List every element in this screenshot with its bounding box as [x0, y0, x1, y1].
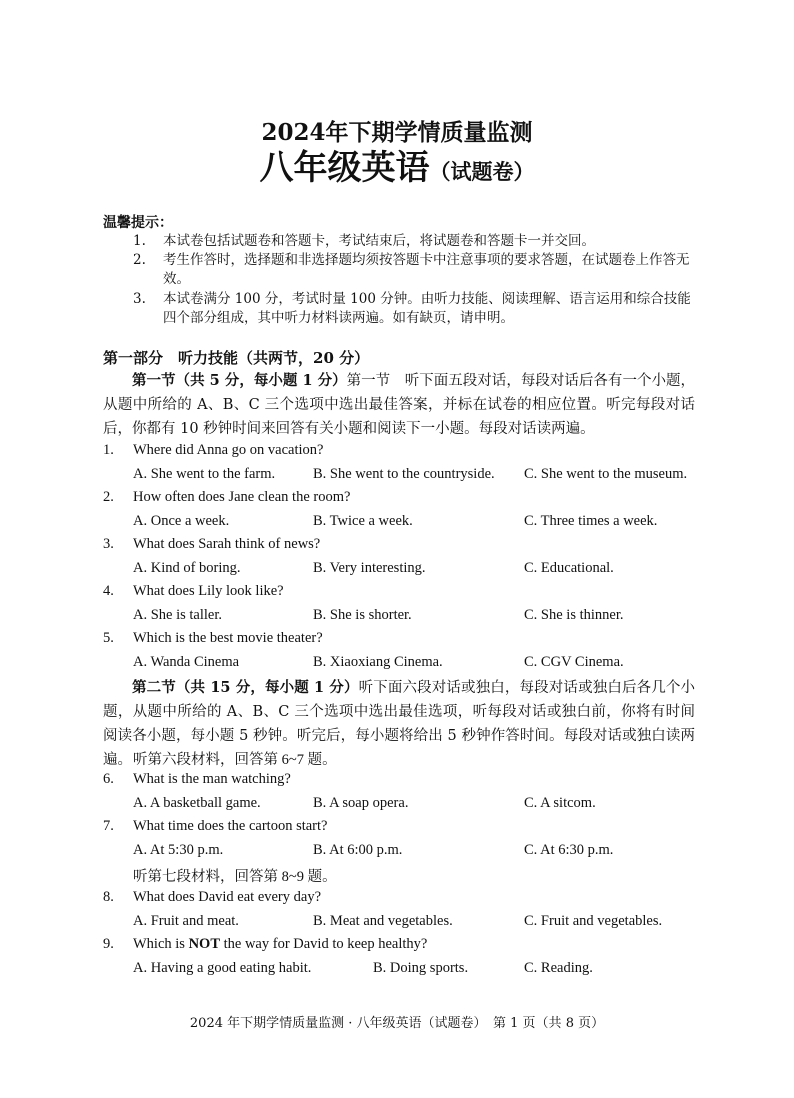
listen-instruction: 听第七段材料，回答第 8~9 题。 [133, 869, 337, 885]
question-number: 9. [103, 936, 114, 952]
option-c: C. She is thinner. [524, 607, 624, 623]
option-b: B. She went to the countryside. [313, 466, 495, 482]
option-b: B. She is shorter. [313, 607, 412, 623]
question-number: 2. [103, 489, 114, 505]
question-number: 6. [103, 771, 114, 787]
tip-item [133, 290, 695, 328]
question-text: What does David eat every day? [133, 889, 322, 905]
option-c: C. At 6:30 p.m. [524, 842, 614, 858]
option-c: C. CGV Cinema. [524, 654, 624, 670]
question-text: What is the man watching? [133, 771, 291, 787]
part-heading: 第一部分 听力技能（共两节，20 分） [103, 349, 370, 367]
question-text: What time does the cartoon start? [133, 818, 328, 834]
subject-note: （试题卷） [429, 159, 535, 184]
question-number: 1. [103, 442, 114, 458]
tip-item [133, 251, 695, 289]
question-text: What does Lily look like? [133, 583, 284, 599]
tip-text: 考生作答时，选择题和非选择题均须按答题卡中注意事项的要求答题，在试题卷上作答无效。 [163, 252, 690, 287]
subject-name: 八年级英语 [259, 148, 430, 188]
option-a: A. A basketball game. [133, 795, 261, 811]
option-c: C. A sitcom. [524, 795, 596, 811]
question-number: 3. [103, 536, 114, 552]
question-text [133, 936, 427, 953]
tip-number: 3. [133, 291, 146, 307]
option-b: B. Doing sports. [373, 960, 469, 976]
option-b: B. Xiaoxiang Cinema. [313, 654, 443, 670]
option-a: A. Wanda Cinema [133, 654, 240, 670]
tip-item [133, 232, 695, 251]
question-number: 7. [103, 818, 114, 834]
option-a: A. Once a week. [133, 513, 230, 529]
option-a: A. She went to the farm. [133, 466, 276, 482]
tip-text: 本试卷包括试题卷和答题卡，考试结束后，将试题卷和答题卡一并交回。 [163, 233, 595, 249]
question-text: Where did Anna go on vacation? [133, 442, 324, 458]
option-c: C. She went to the museum. [524, 466, 688, 482]
tip-number: 1. [133, 233, 146, 249]
question-number: 4. [103, 583, 114, 599]
option-a: A. She is taller. [133, 607, 223, 623]
exam-title: 2024年下期学情质量监测 [261, 119, 533, 146]
tip-number: 2. [133, 252, 146, 268]
option-b: B. Twice a week. [313, 513, 413, 529]
listen-instruction: 听第六段材料，回答第 6~7 题。 [133, 752, 337, 768]
question-emphasis: NOT [188, 936, 220, 952]
option-a: A. Kind of boring. [133, 560, 241, 576]
question-text: What does Sarah think of news? [133, 536, 321, 552]
option-b: B. Very interesting. [313, 560, 426, 576]
tip-text: 本试卷满分 100 分，考试时量 100 分钟。由听力技能、阅读理解、语言运用和综合技能四个部分组成，其中听力材料读两遍。如有缺页，请申明。 [163, 291, 691, 326]
page-footer: 2024 年下期学情质量监测 · 八年级英语（试题卷） 第 1 页（共 8 页） [189, 1016, 605, 1031]
option-c: C. Three times a week. [524, 513, 658, 529]
option-b: B. At 6:00 p.m. [313, 842, 403, 858]
question-text: How often does Jane clean the room? [133, 489, 351, 505]
section1-text: 第一节 听下面五段对话，每段对话后各有一个小题，从题中所给的 A、B、C 三个选项中选出最佳答案，并标在试卷的相应位置。听完每段对话后，你都有 10 秒钟时间来回答有关小题和阅读下一小题。每段对话读两遍。 [103, 373, 696, 437]
question-number: 5. [103, 630, 114, 646]
section1-instructions [103, 369, 695, 441]
tips-label: 温馨提示： [103, 215, 173, 231]
question-text: Which is the best movie theater? [133, 630, 323, 646]
option-b: B. Meat and vegetables. [313, 913, 453, 929]
section2-heading: 第二节（共 15 分，每小题 1 分） [132, 679, 359, 696]
option-c: C. Fruit and vegetables. [524, 913, 663, 929]
section2-text: 听下面六段对话或独白，每段对话或独白后各几个小题，从题中所给的 A、B、C 三个选项中选出最佳选项，听每段对话或独白前，你将有时间阅读各小题，每小题 5 秒钟。听完后，每小题将给出 5 秒钟作答时间。每段对话或独白读两遍。 [103, 680, 695, 768]
option-a: A. At 5:30 p.m. [133, 842, 224, 858]
option-b: B. A soap opera. [313, 795, 409, 811]
subject-title [0, 148, 794, 192]
option-a: A. Fruit and meat. [133, 913, 239, 929]
option-c: C. Educational. [524, 560, 614, 576]
option-c: C. Reading. [524, 960, 593, 976]
question-text-end: the way for David to keep healthy? [220, 936, 428, 952]
question-text-start: Which is [133, 936, 189, 952]
section1-heading: 第一节（共 5 分，每小题 1 分） [132, 372, 347, 389]
question-number: 8. [103, 889, 114, 905]
option-a: A. Having a good eating habit. [133, 960, 312, 976]
